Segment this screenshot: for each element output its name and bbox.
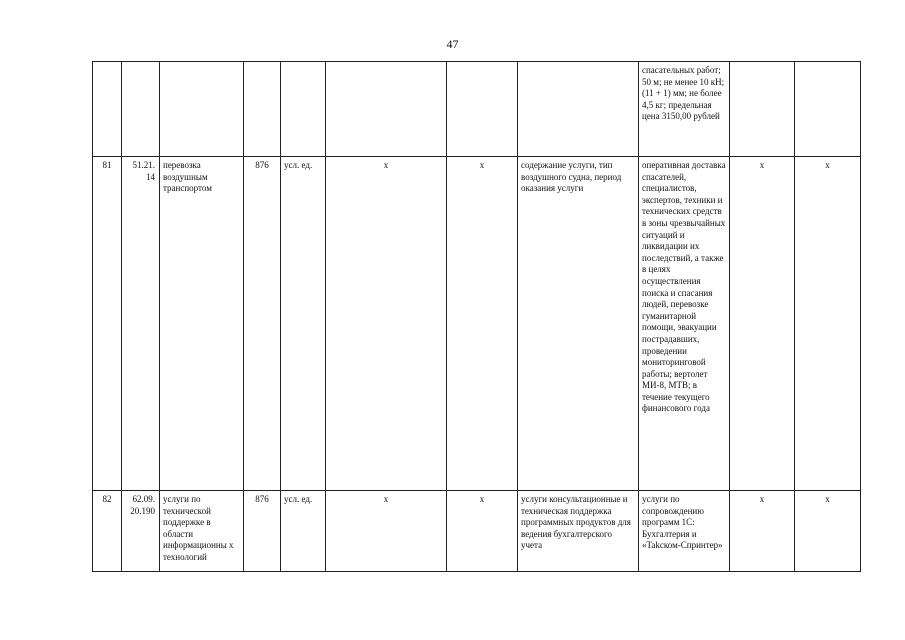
code-cell: 62.09. 20.190 [122, 491, 160, 572]
okei-code-cell [244, 62, 281, 157]
column-7-cell: х [447, 491, 518, 572]
column-11-cell: х [795, 157, 861, 491]
characteristic-cell: содержание услуги, тип воздушного судна, период оказания услуги [518, 157, 639, 491]
column-6-cell: х [326, 491, 447, 572]
page-number: 47 [446, 37, 459, 51]
column-6-cell: х [326, 157, 447, 491]
okei-code-cell: 876 [244, 491, 281, 572]
table-row [93, 491, 861, 572]
row-number-cell: 81 [93, 157, 122, 491]
table-row [93, 62, 861, 157]
unit-cell: усл. ед. [281, 491, 326, 572]
okei-code-cell: 876 [244, 157, 281, 491]
row-number-cell [93, 62, 122, 157]
column-10-cell: х [730, 491, 795, 572]
column-11-cell [795, 62, 861, 157]
value-cell: оперативная доставка спасателей, специалистов, экспертов, техники и технических средств в зоны чрезвычайных ситуаций и ликвидации их последствий, а также в целях осуществления поиска и спасания людей, перевозке гуманитарной помощи, эвакуации пострадавших, проведении мониторинговой работы; вертолет МИ-8, МТВ; в течение текущего финансового года [639, 157, 730, 491]
column-7-cell [447, 62, 518, 157]
name-cell [160, 62, 244, 157]
column-6-cell [326, 62, 447, 157]
unit-cell: усл. ед. [281, 157, 326, 491]
name-cell: перевозка воздушным транспортом [160, 157, 244, 491]
code-cell [122, 62, 160, 157]
procurement-table [92, 61, 861, 572]
characteristic-cell: услуги консультационные и техническая поддержка программных продуктов для ведения бухгалтерского учета [518, 491, 639, 572]
row-number-cell: 82 [93, 491, 122, 572]
characteristic-cell [518, 62, 639, 157]
column-11-cell: х [795, 491, 861, 572]
value-cell: услуги по сопровождению программ 1С: Бухгалтерия и «Takcком-Спринтер» [639, 491, 730, 572]
name-cell: услуги по технической поддержке в области информационны х технологий [160, 491, 244, 572]
column-10-cell: х [730, 157, 795, 491]
code-cell: 51.21. 14 [122, 157, 160, 491]
column-7-cell: х [447, 157, 518, 491]
value-cell: спасательных работ; 50 м; не менее 10 кН; (11 + 1) мм; не более 4,5 кг; предельная цена 3150,00 рублей [639, 62, 730, 157]
unit-cell [281, 62, 326, 157]
column-10-cell [730, 62, 795, 157]
table-row [93, 157, 861, 491]
